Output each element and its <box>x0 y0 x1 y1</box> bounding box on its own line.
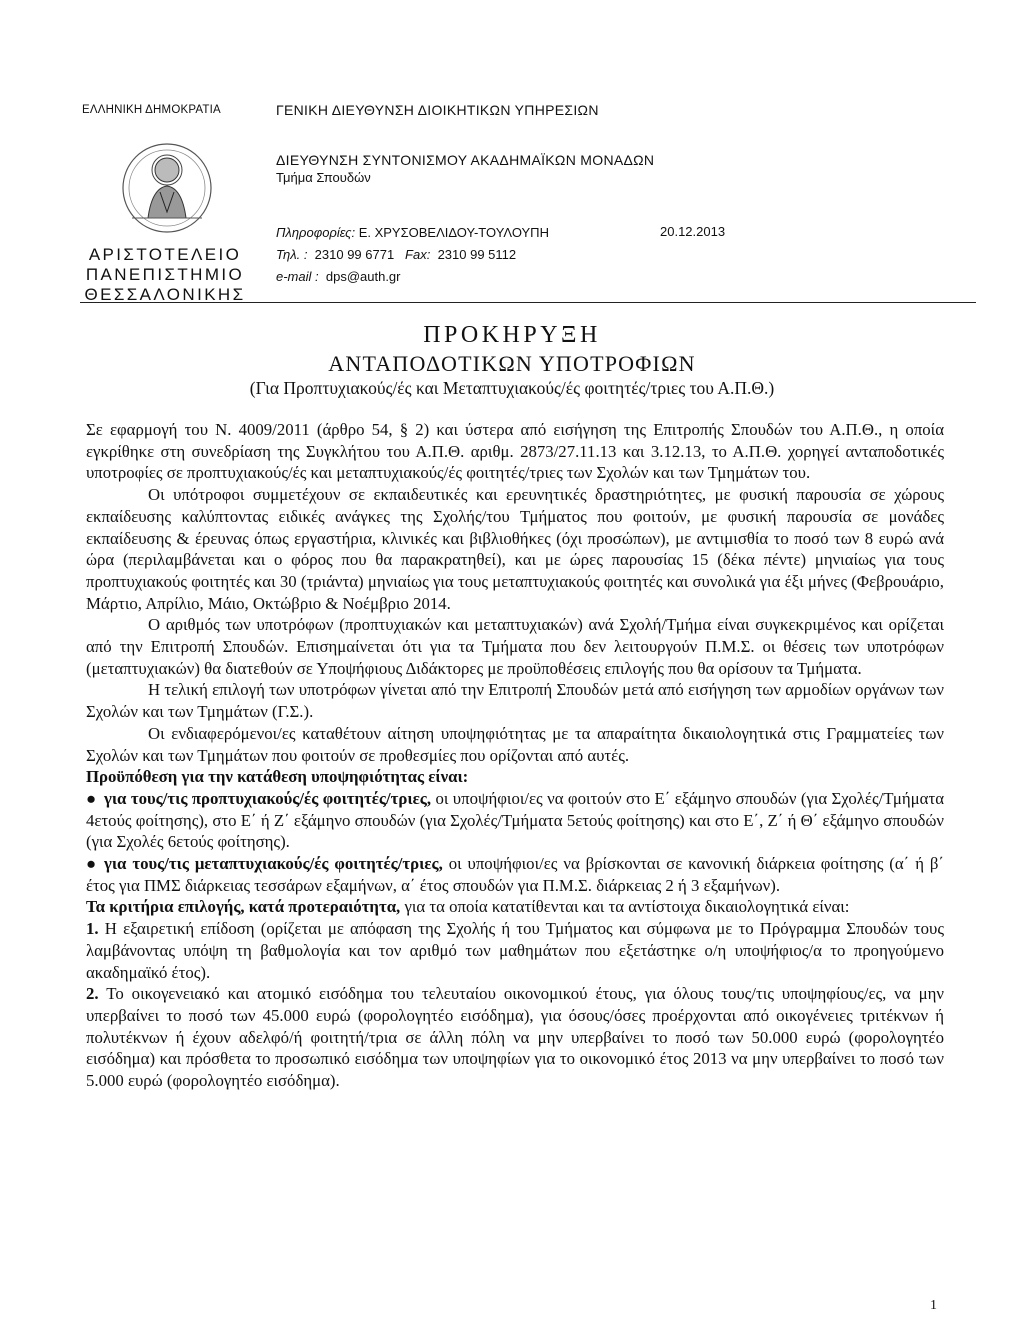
document-date: 20.12.2013 <box>660 224 726 239</box>
criterion-2-text: Το οικογενειακό και ατομικό εισόδημα του τελευταίου οικονομικού έτους, για όλους τους/τις υποψηφίους/ες, να μην υπερβαίνει το ποσό των 45.000 ευρώ (φορολογητέο εισόδημα), για όσους/όσες προέρχονται από οικογένειες τριτέκνων ή πολυτέκνων ή έχουν αδελφό/ή φοιτητή/τρια σε άλλη πόλη να μην υπερβαίνει το ποσό των 50.000 ευρώ (φορολογητέο εισόδημα) και πρόσθετα το προσωπικό εισόδημα των υποψηφίων για το οικονομικό έτος 2013 να μην υπερβαίνει το ποσό των 5.000 ευρώ (φορολογητέο εισόδημα). <box>86 984 944 1091</box>
info-label: Πληροφορίες: <box>276 225 356 240</box>
bullet-icon: ● <box>86 788 97 808</box>
criterion-1-text: Η εξαιρετική επίδοση (ορίζεται με απόφαση της Σχολής ή του Τμήματος και σύμφωνα με το Πρόγραμμα Σπουδών τους λαμβάνοντας υπόψη τη βαθμολογία και τον αριθμό των μαθημάτων που εξετάστηκε ο/η υποψήφιος/α το προηγούμενο ακαδημαϊκό έτος). <box>86 919 944 982</box>
document-subtitle: (Για Προπτυχιακούς/ές και Μεταπτυχιακούς/ές φοιτητές/τριες του Α.Π.Θ.) <box>249 378 775 398</box>
university-name-line2: ΠΑΝΕΠΙΣΤΗΜΙΟ <box>85 265 245 284</box>
university-name <box>82 245 248 305</box>
prerequisite-heading: Προϋπόθεση για την κατάθεση υποψηφιότητας είναι: <box>86 767 469 787</box>
bullet-postgraduate-bold: για τους/τις μεταπτυχιακούς/ές φοιτητές/τριες, <box>104 854 443 874</box>
fax-value: 2310 99 5112 <box>437 247 517 262</box>
document-title-line2: ΑΝΤΑΠΟΔΟΤΙΚΩΝ ΥΠΟΤΡΟΦΙΩΝ <box>328 351 696 376</box>
header-divider <box>80 302 976 303</box>
document-body <box>86 419 944 1092</box>
criteria-intro <box>86 896 944 918</box>
bullet-undergraduate-bold: για τους/τις προπτυχιακούς/ές φοιτητές/τριες, <box>104 788 432 808</box>
bullet-undergraduate-text: οι υποψήφιοι/ες να φοιτούν στο Ε΄ εξάμηνο σπουδών (για Σχολές/Τμήματα 4ετούς φοίτησης), στο Ε΄ ή Ζ΄ εξάμηνο σπουδών (για Σχολές/Τμήματα 5ετούς φοίτησης) και στο Ε΄, Ζ΄ ή Θ΄ εξάμηνο σπουδών (για Σχολές 6ετούς φοίτησης). <box>86 788 944 852</box>
email-label: e-mail : <box>276 269 319 284</box>
university-name-line3: ΘΕΣΣΑΛΟΝΙΚΗΣ <box>84 285 246 304</box>
paragraph-application: Οι ενδιαφερόμενοι/ες καταθέτουν αίτηση υποψηφιότητας με τα απαραίτητα δικαιολογητικά στις Γραμματείες των Σχολών και των Τμημάτων που φοιτούν σε προθεσμίες που ορίζονται από αυτές. <box>86 723 944 765</box>
paragraph-activities: Οι υπότροφοι συμμετέχουν σε εκπαιδευτικές και ερευνητικές δραστηριότητες, με φυσική παρουσία σε χώρους εκπαίδευσης καλύπτοντας ειδικές ανάγκες της Σχολής/του Τμήματος που φοιτούν, με φυσική παρουσία σε μονάδες εκπαίδευσης & έρευνας όπως εργαστήρια, κλινικές και βιβλιοθήκες (όχι προσώπων), με αντιμισθία το ποσό των 8 ευρώ ανά ώρα (περιλαμβάνεται και ο φόρος που θα παρακρατηθεί), και με ώρες παρουσίας 15 (δέκα πέντε) μηνιαίως για τους προπτυχιακούς φοιτητές και 30 (τριάντα) μηνιαίως για τους μεταπτυχιακούς φοιτητές και συνολικά για έξι μήνες (Φεβρουάριο, Μάρτιο, Απρίλιο, Μάιο, Οκτώβριο & Νοέμβριο 2014. <box>86 485 944 613</box>
page-number: 1 <box>930 1298 937 1313</box>
header-directorate: ΓΕΝΙΚΗ ΔΙΕΥΘΥΝΣΗ ΔΙΟΙΚΗΤΙΚΩΝ ΥΠΗΡΕΣΙΩΝ <box>276 102 599 118</box>
paragraph-final-selection: Η τελική επιλογή των υποτρόφων γίνεται από την Επιτροπή Σπουδών μετά από εισήγηση των αρμοδίων οργάνων των Σχολών και των Τμημάτων (Γ.Σ.). <box>86 680 944 722</box>
contact-info <box>276 222 549 288</box>
department-section: Τμήμα Σπουδών <box>276 170 371 185</box>
criterion-2-number: 2. <box>86 984 99 1004</box>
criteria-bold: Τα κριτήρια επιλογής, κατά προτεραιότητα, <box>86 897 401 917</box>
tel-label: Τηλ. : <box>276 247 308 262</box>
bullet-postgraduate <box>86 853 944 896</box>
bullet-icon: ● <box>86 854 97 874</box>
criteria-text: για τα οποία κατατίθενται και τα αντίστοιχα δικαιολογητικά είναι: <box>404 897 850 917</box>
department-title: ΔΙΕΥΘΥΝΣΗ ΣΥΝΤΟΝΙΣΜΟΥ ΑΚΑΔΗΜΑΪΚΩΝ ΜΟΝΑΔΩΝ <box>276 152 655 168</box>
email-value: dps@auth.gr <box>325 269 401 284</box>
criterion-1-number: 1. <box>86 919 99 939</box>
bullet-undergraduate <box>86 788 944 853</box>
document-title: ΠΡΟΚΗΡΥΞΗ <box>423 322 601 348</box>
paragraph-intro: Σε εφαρμογή του Ν. 4009/2011 (άρθρο 54, § 2) και ύστερα από εισήγηση της Επιτροπής Σπουδών του Α.Π.Θ., η οποία εγκρίθηκε στη συνεδρίαση της Συγκλήτου του Α.Π.Θ. αριθμ. 2873/27.11.13 και 3.12.13, το Α.Π.Θ. χορηγεί ανταποδοτικές υποτροφίες σε προπτυχιακούς/ές και μεταπτυχιακούς/ές φοιτητές/τριες των Σχολών και των Τμημάτων του. <box>86 420 944 483</box>
criterion-2 <box>86 983 944 1092</box>
university-name-line1: ΑΡΙΣΤΟΤΕΛΕΙΟ <box>88 245 242 264</box>
university-seal-icon <box>112 136 222 244</box>
bullet-postgraduate-text: οι υποψήφιοι/ες να βρίσκονται σε κανονική διάρκεια φοίτησης (α΄ ή β΄ έτος για ΠΜΣ διάρκειας τεσσάρων εξαμήνων, α΄ έτος σπουδών για Π.Μ.Σ. διάρκειας 2 ή 3 εξαμήνων). <box>86 854 945 895</box>
info-value: Ε. ΧΡΥΣΟΒΕΛΙΔΟΥ-ΤΟΥΛΟΥΠΗ <box>358 225 549 240</box>
paragraph-number-of-scholars: Ο αριθμός των υποτρόφων (προπτυχιακών και μεταπτυχιακών) ανά Σχολή/Τμήμα είναι συγκεκριμένος και ορίζεται από την Επιτροπή Σπουδών. Επισημαίνεται ότι για τα Τμήματα που δεν λειτουργούν Π.Μ.Σ. οι θέσεις των υποτρόφων (μεταπτυχιακών) θα διατεθούν σε Υποψήφιους Διδάκτορες με προϋποθέσεις επιλογής που θα ορίσουν τα Τμήματα. <box>86 615 944 678</box>
criterion-1 <box>86 918 944 983</box>
tel-value: 2310 99 6771 <box>314 247 395 262</box>
fax-label: Fax: <box>405 247 431 262</box>
header-country: ΕΛΛΗΝΙΚΗ ΔΗΜΟΚΡΑΤΙΑ <box>82 104 221 116</box>
